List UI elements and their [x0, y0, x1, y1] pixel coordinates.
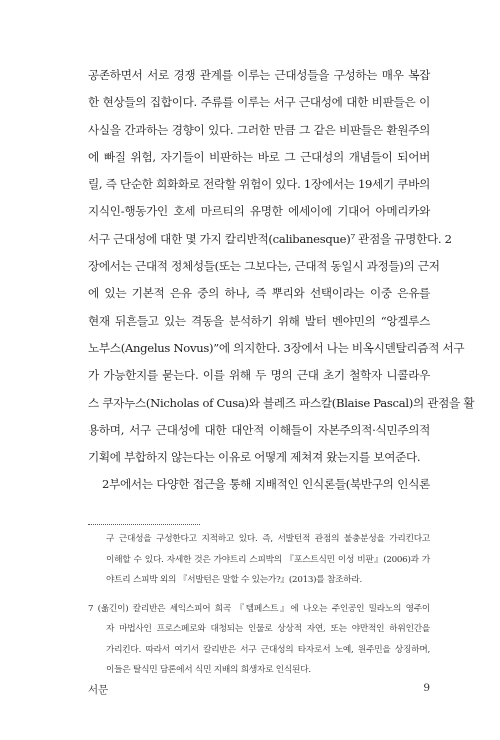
- body-line: 기획에 부합하지 않는다는 이유로 어떻게 제쳐져 왔는지를 보여준다.: [88, 450, 421, 465]
- body-line: 용하며, 서구 근대성에 대한 대안적 이해들이 자본주의적·식민주의적: [88, 422, 430, 437]
- body-line: 릴, 즉 단순한 희화화로 전락할 위험이 있다. 1장에서는 19세기 쿠바의: [88, 177, 430, 192]
- body-line: 지식인-행동가인 호세 마르티의 유명한 에세이에 기대어 아메리카와: [88, 204, 430, 219]
- page-number: 9: [423, 682, 430, 694]
- body-line: 가 가능한지를 묻는다. 이를 위해 두 명의 근대 초기 철학자 니콜라우: [88, 368, 430, 383]
- body-line: 2부에서는 다양한 접근을 통해 지배적인 인식론들(북반구의 인식론: [102, 477, 430, 492]
- footnote-line: 야트리 스피박 외의 『서발턴은 말할 수 있는가?』(2013)를 참조하라.: [106, 575, 363, 585]
- running-footer-section: 서문: [88, 684, 109, 696]
- body-line: 장에서는 근대적 정체성들(또는 그보다는, 근대적 동일시 과정들)의 근저: [88, 259, 440, 274]
- body-line: 에 있는 기본적 은유 중의 하나, 즉 뿌리와 선택이라는 이중 은유를: [88, 286, 430, 301]
- footnote-divider: [88, 524, 200, 525]
- body-line: 사실을 간과하는 경향이 있다. 그러한 만큼 그 같은 비판들은 환원주의: [88, 122, 430, 137]
- footnotes: [88, 529, 430, 681]
- body-line: 한 현상들의 집합이다. 주류를 이루는 서구 근대성에 대한 비판들은 이: [88, 95, 430, 110]
- footnote-line: 구 근대성을 구성한다고 지적하고 있다. 즉, 서발턴적 관점의 불충분성을 가리킨다고: [106, 534, 430, 544]
- footnote-line: 자 마법사인 프로스페로와 대청되는 인물로 상상적 자연, 또는 야만적인 하위인간을: [106, 624, 430, 634]
- footnote-line: 7 (옮긴이) 칼리반은 셰익스피어 희곡 『템페스트』에 나오는 주인공인 밀라노의 영주이: [88, 603, 430, 614]
- body-line: 서구 근대성에 대한 몇 가지 칼리반적(calibanesque)⁷ 관점을 규명한다. 2: [88, 231, 452, 246]
- body-line: 공존하면서 서로 경쟁 관계를 이루는 근대성들을 구성하는 매우 복잡: [88, 68, 430, 82]
- footnote-line: 이해할 수 있다. 자세한 것은 가야트리 스피박의 『포스트식민 이성 비판』(2006)과 가: [106, 554, 430, 565]
- footnote-line: 이들은 탈식민 담론에서 식민 지배의 희생자로 인식된다.: [106, 665, 311, 675]
- footnote-line: 가리킨다. 따라서 여기서 칼리반은 서구 근대성의 타자로서 노예, 원주민을 상징하며,: [106, 644, 430, 655]
- body-line: 에 빠질 위험, 자기들이 비판하는 바로 그 근대성의 개념들이 되어버: [88, 149, 430, 164]
- body-line: 노부스(Angelus Novus)”에 의지한다. 3장에서 나는 비옥시덴탈리즘적 서구: [88, 340, 465, 355]
- body-line: 현재 뒤흔들고 있는 격동을 분석하기 위해 발터 벤야민의 “앙겔루스: [88, 313, 430, 328]
- footnote-gap: [88, 591, 430, 599]
- body-text: [88, 62, 475, 499]
- body-line: 스 쿠자누스(Nicholas of Cusa)와 블레즈 파스칼(Blaise Pascal)의 관점을 활: [88, 395, 475, 410]
